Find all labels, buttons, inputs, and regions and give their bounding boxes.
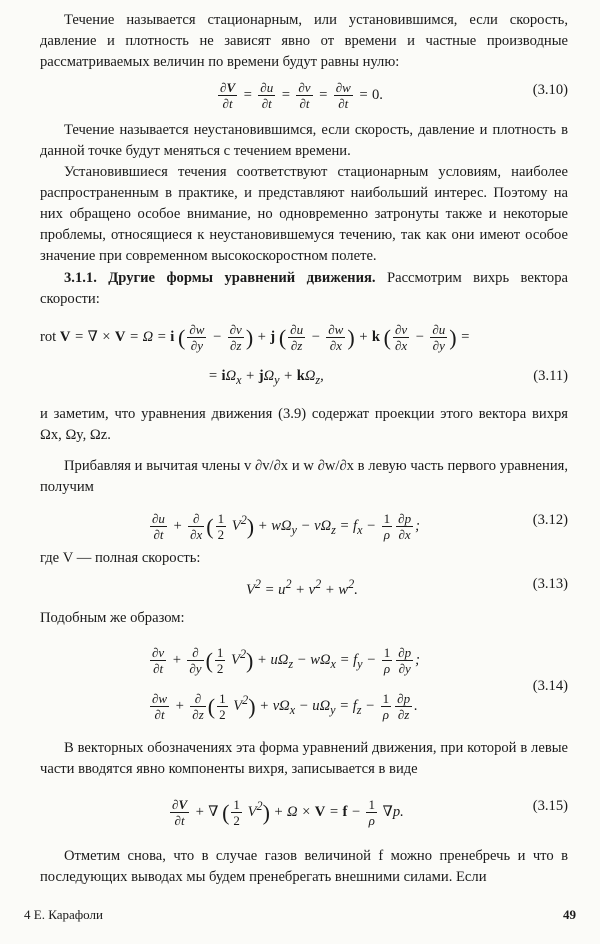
paragraph-vector-form: В векторных обозначениях эта форма уравнений движения, при которой в левые части вводятся явно компоненты вихря, записывается в виде xyxy=(40,740,568,777)
equation-number: (3.13) xyxy=(532,576,568,592)
equation-3-14-line1: $\frac{\partial v}{\partial t}$ + $\frac{\partial}{\partial y}$ ( $\frac{1}{2}$ $V^2) + u\Omega_z - w\Omega_x = f_y$ − $\frac{1}{\rho}$ $\frac{\partial p}{\partial y}$ ; xyxy=(152,645,421,677)
equation-3-12: $\frac{\partial u}{\partial t}$ + $\frac{\partial}{\partial x}$ ( $\frac{1}{2}$ $V^2) + w\Omega_y - v\Omega_z = f_x$ − $\frac{1}{\rho}$ $\frac{\partial p}{\partial x}$ ; (3.12) xyxy=(152,511,568,543)
equation-3-10: $\frac{\partial V}{\partial t}$ = $\frac{\partial u}{\partial t}$ = $\frac{\partial v}{\partial t}$ = $\frac{\partial w}{\partial t}$ = 0. (3.10) xyxy=(220,80,568,111)
equation-number: (3.15) xyxy=(532,798,568,814)
paragraph-neglect-forces: Отметим снова, что в случае газов величиной f можно пренебречь и что в последующих выводах мы будем пренебрегать внешними силами. Если xyxy=(40,848,568,885)
paragraph-steady-interest: Установившиеся течения соответствуют стационарным условиям, наиболее распространенным в практике, и представляют наибольший интерес. Поэтому на них обращено особое внимание, но одновременно затронуты также и некоторые проблемы, относящиеся к неустановившемуся течению, так как они имеют особое значение при современном высокоскоростном полете. xyxy=(40,164,568,264)
section-text: Рассмотрим вихрь вектора скорости: xyxy=(40,270,568,307)
signature-mark: 4 Е. Карафоли xyxy=(24,907,103,922)
equation-number: (3.14) xyxy=(532,678,568,694)
equation-3-11-line1: rot V = ∇ × V = Ω = i ( $\frac{\partial w}{\partial y}$ − $\frac{\partial v}{\partial z}$ ) + j ( $\frac{\partial u}{\partial z}$ − $\frac{\partial w}{\partial x}$ ) + k ( $\frac{\partial v}{\partial x}$ − $\frac{\partial u}{\partial y}$ ) = xyxy=(40,322,471,353)
paragraph-total-velocity: где V — полная скорость: xyxy=(40,550,201,566)
equation-3-13: $V^2 = u^2 + v^2 + w^2$. (3.13) xyxy=(246,576,568,598)
paragraph-adding-terms: Прибавляя и вычитая члены v ∂v/∂x и w ∂w/∂x в левую часть первого уравнения, получим xyxy=(40,458,568,495)
paragraph-unsteady-flow: Течение называется неустановившимся, если скорость, давление и плотность в данной точке будут меняться с течением времени. xyxy=(40,122,568,159)
equation-number: (3.11) xyxy=(533,368,568,384)
equation-3-11-line2: = $i\Omega_x + j\Omega_y + k\Omega_z$, (3.11) xyxy=(208,368,568,387)
paragraph-vortex-projections: и заметим, что уравнения движения (3.9) содержат проекции этого вектора вихря Ωx, Ωy, Ωz. xyxy=(40,406,568,443)
equation-3-14-line2: $\frac{\partial w}{\partial t}$ + $\frac{\partial}{\partial z}$ ( $\frac{1}{2}$ $V^2) + v\Omega_x - u\Omega_y = f_z$ − $\frac{1}{\rho}$ $\frac{\partial p}{\partial z}$ . xyxy=(152,691,418,723)
equation-3-15: $\frac{\partial V}{\partial t}$ + ∇ ( $\frac{1}{2}$ $V^2) + \Omega \times V = f$ − $\frac{1}{\rho}$ ∇p. (3.15) xyxy=(172,797,568,829)
equation-number: (3.10) xyxy=(532,82,568,98)
section-heading: 3.1.1. Другие формы уравнений движения. xyxy=(64,270,376,286)
paragraph-steady-flow: Течение называется стационарным, или установившимся, если скорость, давление и плотность не зависят явно от времени и частные производные рассматриваемых величин по времени будут равны нулю: xyxy=(40,12,568,70)
page-number: 49 xyxy=(563,907,576,922)
equation-number: (3.12) xyxy=(532,512,568,528)
paragraph-section-3-1-1 xyxy=(40,268,568,310)
paragraph-similarly: Подобным же образом: xyxy=(40,610,185,626)
